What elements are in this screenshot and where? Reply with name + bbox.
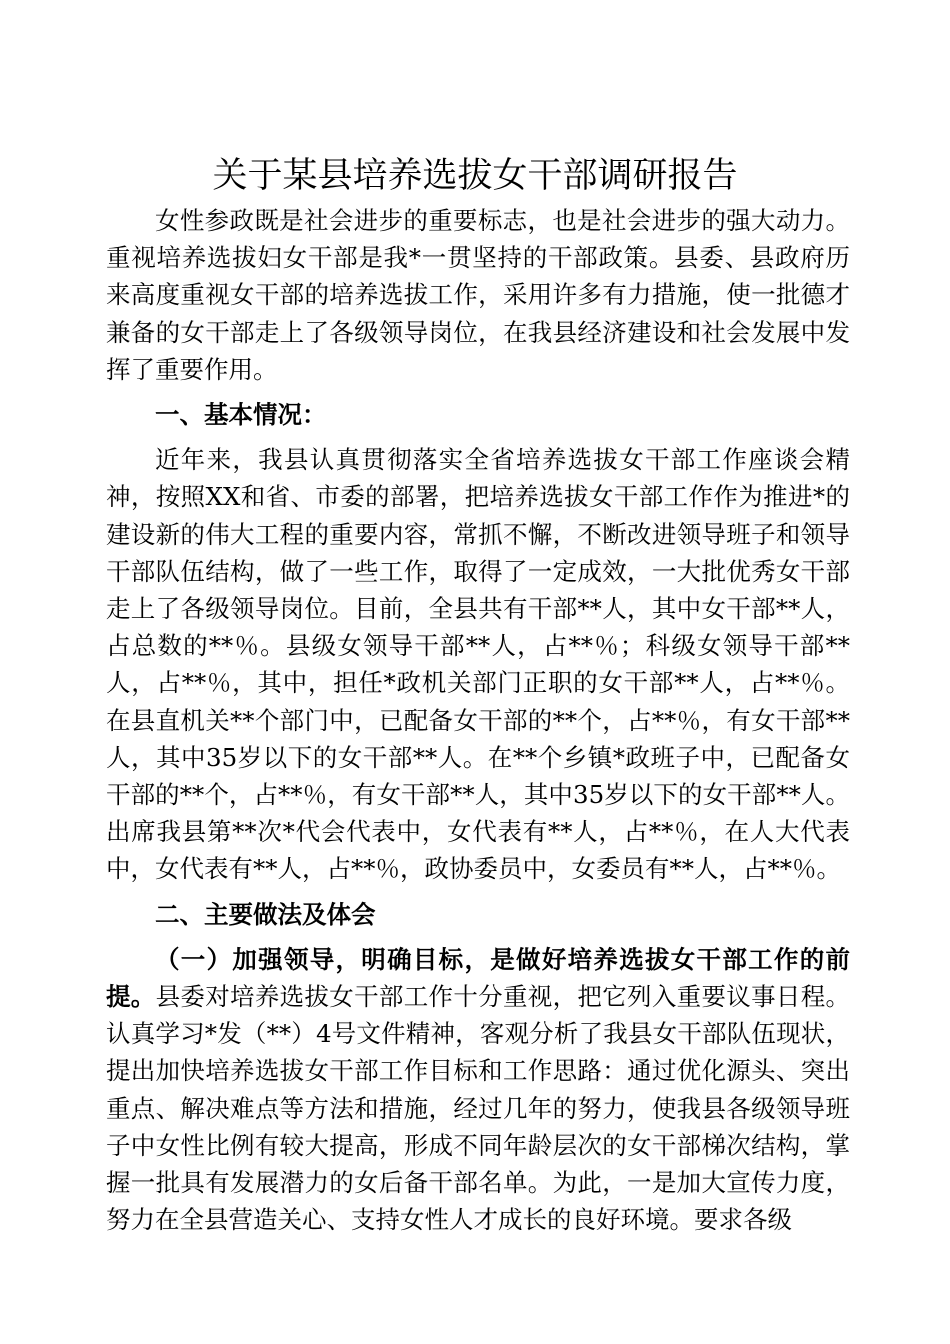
basic-situation-paragraph: 近年来，我县认真贯彻落实全省培养选拔女干部工作座谈会精神，按照XX和省、市委的部署，把培养选拔女干部工作作为推进*的建设新的伟大工程的重要内容，常抓不懈，不断改进领导班子和领导干部队伍结构，做了一些工作，取得了一定成效，一大批优秀女干部走上了各级领导岗位。目前，全县共有干部**人，其中女干部**人，占总数的**％。县级女领导干部**人，占**％；科级女领导干部**人，占**％，其中，担任*政机关部门正职的女干部**人，占**％。在县直机关**个部门中，已配备女干部的**个，占**％，有女干部**人，其中35岁以下的女干部**人。在**个乡镇*政班子中，已配备女干部的**个，占**％，有女干部**人，其中35岁以下的女干部**人。出席我县第**次*代会代表中，女代表有**人，占**％，在人大代表中，女代表有**人，占**％，政协委员中，女委员有**人，占**％。 — [106, 445, 850, 884]
section-heading-main-practices: 二、主要做法及体会 — [155, 899, 376, 929]
subsection-body-leadership: 县委对培养选拔女干部工作十分重视，把它列入重要议事日程。认真学习*发（**）4号文件精神，客观分析了我县女干部队伍现状，提出加快培养选拔女干部工作目标和工作思路：通过优化源头、突出重点、解决难点等方法和措施，经过几年的努力，使我县各级领导班子中女性比例有较大提高，形成不同年龄层次的女干部梯次结构，掌握一批具有发展潜力的女后备干部名单。为此，一是加大宣传力度，努力在全县营造关心、支持女性人才成长的良好环境。要求各级 — [106, 982, 851, 1235]
section-heading-basic-situation: 一、基本情况： — [155, 400, 327, 430]
document-body — [106, 202, 850, 1238]
subsection-lead-leadership: （一）加强领导，明确目标，是做好培养选拔女干部工作的前提。 — [106, 944, 850, 1012]
subsection-paragraph-leadership — [106, 941, 850, 1239]
intro-paragraph: 女性参政既是社会进步的重要标志，也是社会进步的强大动力。重视培养选拔妇女干部是我*一贯坚持的干部政策。县委、县政府历来高度重视女干部的培养选拔工作，采用许多有力措施，使一批德才兼备的女干部走上了各级领导岗位，在我县经济建设和社会发展中发挥了重要作用。 — [106, 206, 850, 384]
document-title: 关于某县培养选拔女干部调研报告 — [212, 156, 738, 197]
